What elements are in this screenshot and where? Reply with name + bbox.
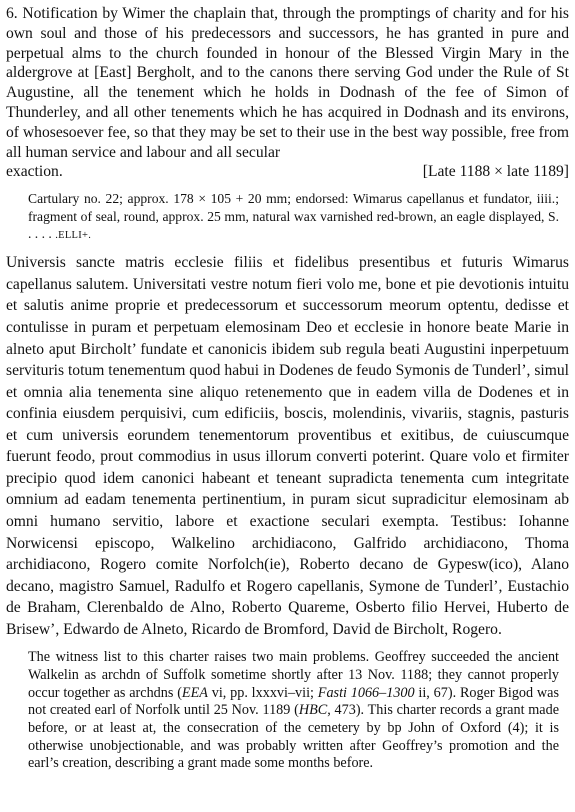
date-range: [Late 1188 × late 1189]	[422, 163, 569, 181]
document-page	[6, 4, 569, 773]
commentary-part-4: , 473). This charter records a grant made before, or at least at, the consecration of the cemetery by bp John of Oxford (4); it is otherwise unobjectionable, and was probably written after Geoffrey’s promotion and the earl’s creation, describing a grant made some months before.	[28, 702, 559, 772]
commentary-part-1: The witness list to this charter raises two main problems. Geoffrey succeeded the ancient Walkelin as archdn of Suffolk sometime shortly after 13 Nov. 1188; they cannot properly occur together as archdns (	[28, 649, 559, 701]
seal-legend-prefix: S. . . . .	[28, 208, 559, 241]
document-description	[28, 190, 559, 244]
summary-text: Notification by Wimer the chaplain that, through the promptings of charity and for his own soul and those of his predecessors and successors, he has granted in pure and perpetual alms to the church founded in honour of the Blessed Virgin Mary in the aldergrove at [East] Bergholt, and to the canons there serving God under the Rule of St Augustine, all the tenement which he holds in Dodnash of the fee of Simon of Thunderley, and all other tenements which he has acquired in Dodnash and its environs, of whosesoever fee, so that they may be set to their use in the best way possible, free from all human service and labour and all secular	[6, 5, 569, 161]
ref-hbc: HBC	[298, 702, 328, 719]
entry-number: 6.	[6, 5, 18, 22]
commentary	[28, 649, 559, 773]
charter-text: Universis sancte matris ecclesie filiis et fidelibus presentibus et futuris Wimarus capellanus salutem. Universitati vestre notum fieri volo me, bone et pie devotionis intuitu et salutis anime proprie et predecessorum et successorum meorum optentu, dedisse et contulisse in puram et perpetuam elemosinam Deo et ecclesie in honore beate Marie in alneto aput Bircholt’ fundate et canonicis ibidem sub regula beati Augustini inperpetuum servituris totum tenementum quod habui in Dodenes de feudo Symonis de Tunderl’, simul et omnia alia tenementa sine aliquo retenemento que in eadem villa de Dodenes et in confinia eiusdem perquisivi, cum edificiis, boscis, molendinis, vivariis, stagnis, pasturis et cum universis eorundem tenementorum proventibus et exitibus, de cuiuscumque fuerunt feodo, prout commodius in usus illorum converti poterint. Quare volo et firmiter precipio quod idem canonici habeant et teneant supradicta tenementa cum integritate omnium ad eadam tenementa pertinentium, in puram sicut supradicitur elemosinam ab omni humano servitio, labore et exactione seculari exempta. Testibus: Iohanne Norwicensi episcopo, Walkelino archidiacono, Galfrido archidiacono, Thoma archidiacono, Rogero comite Norfolch(ie), Roberto decano de Gypesw(ico), Alano decano, magistro Samuel, Radulfo et Rogero capellanis, Symone de Tunderl’, Eustachio de Braham, Clerenbaldo de Alno, Roberto Quareme, Osberto filio Hervei, Huberto de Brisew’, Edwardo de Alneto, Ricardo de Bromford, David de Bircholt, Rogero.	[6, 254, 569, 638]
ref-fasti: Fasti 1066–1300	[317, 684, 415, 701]
summary-last-line	[6, 162, 569, 182]
description-text: Cartulary no. 22; approx. 178 × 105 + 20 mm; endorsed: Wimarus capellanus et fundator, iiii.; fragment of seal, round, approx. 25 mm, natural wax varnished red-brown, an eagle displayed,	[28, 191, 559, 224]
commentary-part-3: ii, 67). Roger Bigod was not created earl of Norfolk until 25 Nov. 1189 (	[28, 684, 560, 719]
calendar-summary	[6, 4, 569, 182]
seal-legend: .ELLI+.	[55, 229, 92, 241]
summary-last-word: exaction.	[6, 163, 63, 181]
ref-eea: EEA	[181, 684, 208, 701]
commentary-part-2: vi, pp. lxxxvi–vii;	[207, 684, 318, 701]
